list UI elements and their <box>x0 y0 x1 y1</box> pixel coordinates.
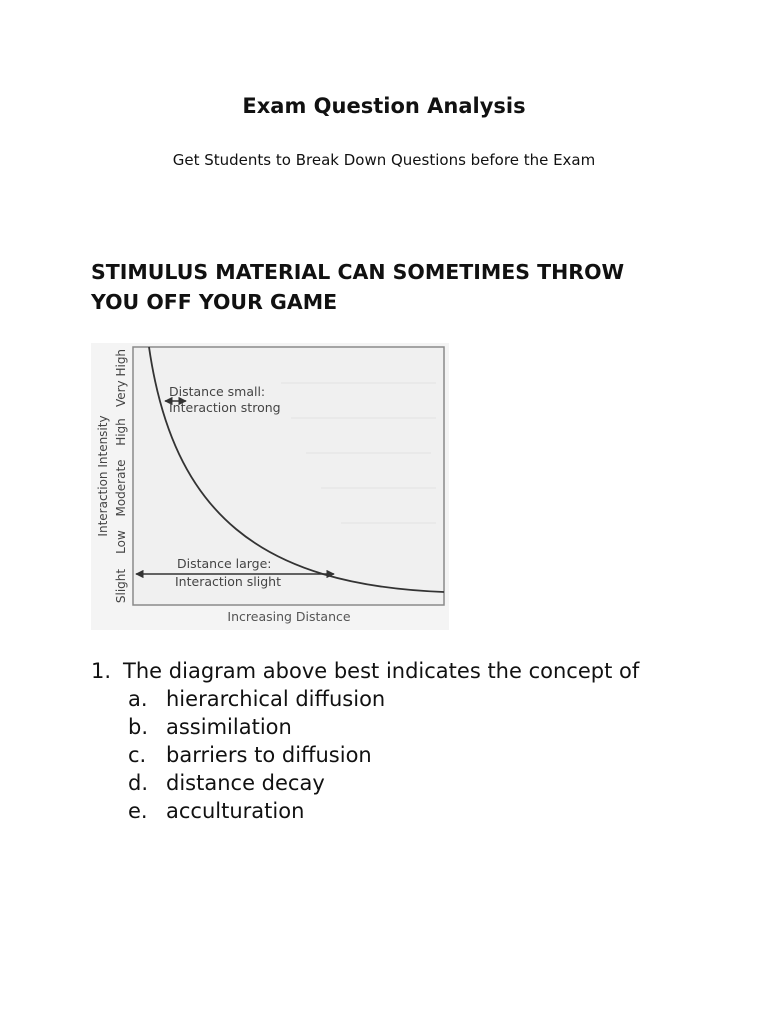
annotation-large-line-1: Distance large: <box>177 556 272 571</box>
annotation-large-line-2: Interaction slight <box>175 574 282 589</box>
question-stem <box>91 657 691 685</box>
y-level-moderate: Moderate <box>114 459 128 517</box>
option-letter: a. <box>128 687 148 711</box>
x-axis-title: Increasing Distance <box>227 609 351 624</box>
option-text: assimilation <box>166 715 292 739</box>
option-text: barriers to diffusion <box>166 743 372 767</box>
option-letter: d. <box>128 771 149 795</box>
answer-option-b <box>128 713 691 741</box>
page-title: Exam Question Analysis <box>242 94 526 118</box>
answer-option-c <box>128 741 691 769</box>
y-level-high: High <box>114 418 128 446</box>
answer-option-a <box>128 685 691 713</box>
answer-option-d <box>128 769 691 797</box>
option-text: hierarchical diffusion <box>166 687 386 711</box>
page-subtitle: Get Students to Break Down Questions before the Exam <box>172 151 596 169</box>
option-text: acculturation <box>166 799 305 823</box>
question-number: 1. <box>91 659 112 683</box>
annotation-small-line-1: Distance small: <box>169 384 266 399</box>
answer-options <box>91 685 691 825</box>
y-level-very-high: Very High <box>114 348 128 408</box>
question-1 <box>91 657 691 825</box>
annotation-small-line-2: Interaction strong <box>169 400 281 415</box>
option-letter: e. <box>128 799 148 823</box>
option-letter: c. <box>128 743 147 767</box>
question-text: The diagram above best indicates the concept of <box>123 659 640 683</box>
distance-decay-diagram <box>91 343 449 630</box>
y-axis-title: Interaction Intensity <box>96 415 110 537</box>
option-text: distance decay <box>166 771 325 795</box>
option-letter: b. <box>128 715 149 739</box>
section-heading-line-1: STIMULUS MATERIAL CAN SOMETIMES THROW <box>91 260 625 284</box>
section-heading <box>91 257 691 317</box>
answer-option-e <box>128 797 691 825</box>
y-level-slight: Slight <box>114 568 128 604</box>
section-heading-line-2: YOU OFF YOUR GAME <box>91 290 338 314</box>
y-level-low: Low <box>114 530 128 554</box>
